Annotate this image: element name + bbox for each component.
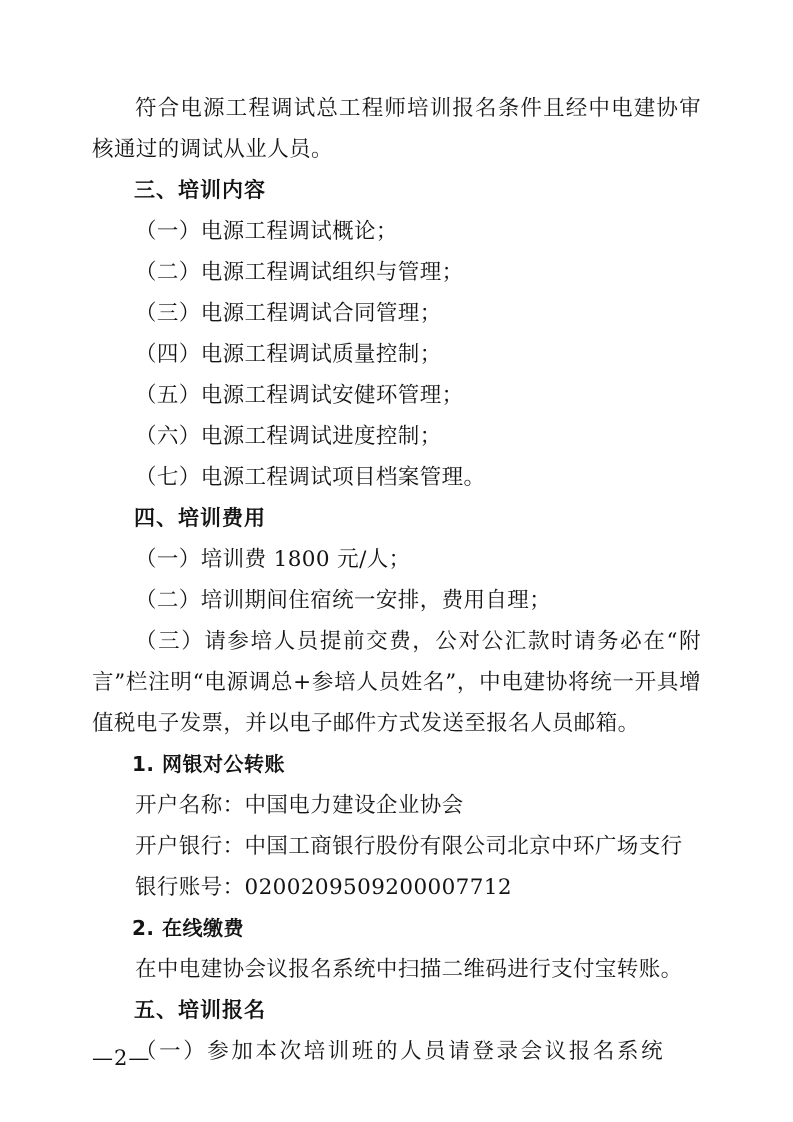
list-item-fee-2: （二）培训期间住宿统一安排，费用自理； <box>135 588 552 613</box>
bank-account-number: 银行账号：0200209509200007712 <box>135 875 513 900</box>
document-body <box>92 88 701 1072</box>
heading-section-four: 四、培训费用 <box>134 506 266 530</box>
heading-section-five: 五、培训报名 <box>134 998 266 1022</box>
bank-account-name: 开户名称：中国电力建设企业协会 <box>135 793 464 818</box>
page-number: —2— <box>92 1046 151 1070</box>
paragraph-payment-method-2: 在中电建协会议报名系统中扫描二维码进行支付宝转账。 <box>135 957 683 982</box>
list-item-content-3: （三）电源工程调试合同管理； <box>135 301 442 326</box>
paragraph-intro: 符合电源工程调试总工程师培训报名条件且经中电建协审核通过的调试从业人员。 <box>92 96 701 162</box>
list-item-content-6: （六）电源工程调试进度控制； <box>135 424 442 449</box>
list-item-content-7: （七）电源工程调试项目档案管理。 <box>135 465 486 490</box>
subheading-payment-method-2: 2. 在线缴费 <box>132 916 244 940</box>
list-item-signup-1: （一）参加本次培训班的人员请登录会议报名系统 <box>135 1039 666 1064</box>
list-item-content-1: （一）电源工程调试概论； <box>135 219 398 244</box>
list-item-content-4: （四）电源工程调试质量控制； <box>135 342 442 367</box>
subheading-payment-method-1: 1. 网银对公转账 <box>132 752 285 776</box>
bank-name: 开户银行：中国工商银行股份有限公司北京中环广场支行 <box>135 834 683 859</box>
paragraph-fee-3: （三）请参培人员提前交费，公对公汇款时请务必在“附言”栏注明“电源调总+参培人员姓名”，中电建协将统一开具增值税电子发票，并以电子邮件方式发送至报名人员邮箱。 <box>92 629 701 736</box>
list-item-fee-1: （一）培训费 1800 元/人； <box>135 547 411 572</box>
list-item-content-2: （二）电源工程调试组织与管理； <box>135 260 464 285</box>
heading-section-three: 三、培训内容 <box>134 178 266 202</box>
list-item-content-5: （五）电源工程调试安健环管理； <box>135 383 464 408</box>
